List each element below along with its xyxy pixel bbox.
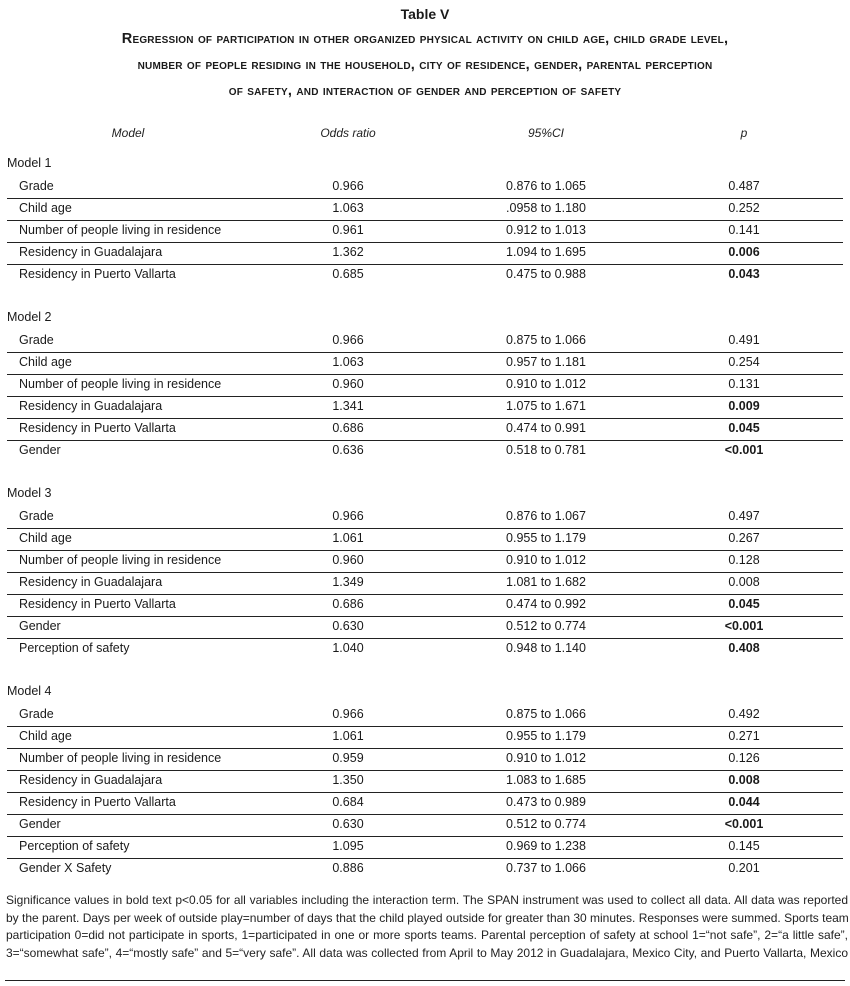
- p-value-cell: 0.008: [728, 773, 760, 787]
- odds-ratio-cell: 1.350: [332, 773, 364, 787]
- table-footnote: [6, 892, 848, 962]
- table-row: [7, 506, 843, 529]
- variable-cell: Residency in Puerto Vallarta: [19, 597, 176, 611]
- variable-cell: Child age: [19, 355, 72, 369]
- variable-cell: Number of people living in residence: [19, 751, 222, 765]
- variable-cell: Perception of safety: [19, 641, 130, 655]
- p-value-cell: 0.497: [728, 509, 760, 523]
- p-value-cell: 0.271: [728, 729, 760, 743]
- odds-ratio-cell: 0.960: [332, 377, 364, 391]
- p-value-cell: 0.006: [728, 245, 760, 259]
- table-row: [7, 220, 843, 243]
- odds-ratio-cell: 1.040: [332, 641, 364, 655]
- variable-cell: Grade: [19, 509, 54, 523]
- p-value-cell: 0.491: [728, 333, 760, 347]
- column-header-ci: 95%CI: [527, 126, 565, 140]
- variable-cell: Residency in Guadalajara: [19, 575, 163, 589]
- odds-ratio-cell: 1.349: [332, 575, 364, 589]
- variable-cell: Number of people living in residence: [19, 553, 222, 567]
- table-row: [7, 264, 843, 286]
- p-value-cell: <0.001: [724, 619, 764, 633]
- p-value-cell: 0.145: [728, 839, 760, 853]
- p-value-cell: 0.492: [728, 707, 760, 721]
- odds-ratio-cell: 0.966: [332, 179, 364, 193]
- p-value-cell: 0.009: [728, 399, 760, 413]
- table-row: [7, 330, 843, 353]
- table-row: [7, 550, 843, 573]
- variable-cell: Child age: [19, 729, 72, 743]
- model-heading: Model 4: [7, 684, 52, 698]
- variable-cell: Residency in Guadalajara: [19, 245, 163, 259]
- table-row: [7, 726, 843, 749]
- p-value-cell: 0.252: [728, 201, 760, 215]
- p-value-cell: 0.408: [728, 641, 760, 655]
- table-row: [7, 814, 843, 837]
- table-row: [7, 396, 843, 419]
- table-row: [7, 836, 843, 859]
- table-row: [7, 198, 843, 221]
- ci-cell: 0.474 to 0.991: [506, 421, 586, 435]
- ci-cell: 0.518 to 0.781: [506, 443, 586, 457]
- ci-cell: 0.955 to 1.179: [506, 729, 586, 743]
- odds-ratio-cell: 0.959: [332, 751, 364, 765]
- p-value-cell: 0.045: [728, 597, 760, 611]
- odds-ratio-cell: 0.684: [332, 795, 364, 809]
- ci-cell: 0.473 to 0.989: [506, 795, 586, 809]
- variable-cell: Grade: [19, 333, 54, 347]
- odds-ratio-cell: 0.966: [332, 509, 364, 523]
- odds-ratio-cell: 0.966: [332, 707, 364, 721]
- table-row: [7, 638, 843, 660]
- model-heading: Model 1: [7, 156, 52, 170]
- ci-cell: 0.474 to 0.992: [506, 597, 586, 611]
- ci-cell: 0.948 to 1.140: [506, 641, 586, 655]
- ci-cell: .0958 to 1.180: [506, 201, 586, 215]
- table-row: [7, 572, 843, 595]
- odds-ratio-cell: 0.630: [332, 619, 364, 633]
- table-row: [7, 418, 843, 441]
- ci-cell: 0.876 to 1.065: [506, 179, 586, 193]
- p-value-cell: 0.044: [728, 795, 760, 809]
- p-value-cell: 0.141: [728, 223, 760, 237]
- p-value-cell: 0.008: [728, 575, 760, 589]
- table-row: [7, 176, 843, 199]
- table-row: [7, 858, 843, 880]
- odds-ratio-cell: 1.061: [332, 531, 364, 545]
- ci-cell: 0.910 to 1.012: [506, 377, 586, 391]
- variable-cell: Residency in Guadalajara: [19, 399, 163, 413]
- ci-cell: 0.969 to 1.238: [506, 839, 586, 853]
- variable-cell: Gender: [19, 817, 61, 831]
- column-header-odds-ratio: Odds ratio: [320, 126, 376, 140]
- model-heading: Model 2: [7, 310, 52, 324]
- variable-cell: Gender: [19, 619, 61, 633]
- ci-cell: 0.912 to 1.013: [506, 223, 586, 237]
- footnote-line: Significance values in bold text p<0.05 for all variables including the interaction term. The SPAN instrument was used to collect all data. All data was reported: [6, 893, 848, 907]
- p-value-cell: 0.487: [728, 179, 760, 193]
- p-value-cell: <0.001: [724, 817, 764, 831]
- table-title: [0, 26, 850, 104]
- column-header-p: p: [740, 126, 748, 140]
- table-row: [7, 352, 843, 375]
- odds-ratio-cell: 0.686: [332, 597, 364, 611]
- p-value-cell: <0.001: [724, 443, 764, 457]
- odds-ratio-cell: 1.095: [332, 839, 364, 853]
- table-row: [7, 770, 843, 793]
- variable-cell: Grade: [19, 707, 54, 721]
- variable-cell: Residency in Puerto Vallarta: [19, 421, 176, 435]
- ci-cell: 1.075 to 1.671: [506, 399, 586, 413]
- ci-cell: 0.512 to 0.774: [506, 817, 586, 831]
- p-value-cell: 0.043: [728, 267, 760, 281]
- table-row: [7, 528, 843, 551]
- odds-ratio-cell: 1.341: [332, 399, 364, 413]
- variable-cell: Perception of safety: [19, 839, 130, 853]
- ci-cell: 0.512 to 0.774: [506, 619, 586, 633]
- odds-ratio-cell: 0.630: [332, 817, 364, 831]
- variable-cell: Gender X Safety: [19, 861, 112, 875]
- bottom-rule: [5, 980, 845, 981]
- odds-ratio-cell: 1.063: [332, 355, 364, 369]
- table-row: [7, 704, 843, 727]
- odds-ratio-cell: 0.960: [332, 553, 364, 567]
- title-line: number of people residing in the household, city of residence, gender, parental perception: [137, 57, 713, 73]
- odds-ratio-cell: 0.636: [332, 443, 364, 457]
- ci-cell: 1.081 to 1.682: [506, 575, 586, 589]
- variable-cell: Gender: [19, 443, 61, 457]
- table-row: [7, 792, 843, 815]
- variable-cell: Number of people living in residence: [19, 223, 222, 237]
- variable-cell: Number of people living in residence: [19, 377, 222, 391]
- ci-cell: 1.083 to 1.685: [506, 773, 586, 787]
- odds-ratio-cell: 0.961: [332, 223, 364, 237]
- ci-cell: 0.957 to 1.181: [506, 355, 586, 369]
- p-value-cell: 0.126: [728, 751, 760, 765]
- odds-ratio-cell: 1.362: [332, 245, 364, 259]
- table-row: [7, 616, 843, 639]
- ci-cell: 0.875 to 1.066: [506, 707, 586, 721]
- title-line: Regression of participation in other organized physical activity on child age, child grade level,: [121, 31, 729, 47]
- table-row: [7, 374, 843, 397]
- model-heading: Model 3: [7, 486, 52, 500]
- footnote-line: by the parent. Days per week of outside play=number of days that the child played outside for greater than 30 minutes. Responses were summed. Sports team: [6, 910, 849, 925]
- footnote-line: 3=“somewhat safe”, 4=“mostly safe” and 5=“very safe”. All data was collected from April to May 2012 in Guadalajara, Mexico City, and Puerto Vallarta, Mexico: [6, 945, 848, 960]
- column-header-model: Model: [111, 126, 145, 140]
- odds-ratio-cell: 0.966: [332, 333, 364, 347]
- table-row: [7, 242, 843, 265]
- ci-cell: 0.910 to 1.012: [506, 553, 586, 567]
- variable-cell: Child age: [19, 531, 72, 545]
- variable-cell: Residency in Guadalajara: [19, 773, 163, 787]
- title-line: of safety, and interaction of gender and perception of safety: [228, 83, 622, 99]
- odds-ratio-cell: 0.686: [332, 421, 364, 435]
- footnote-line: participation 0=did not participate in sports, 1=participated in one or more sports teams. Parental perception of safety at school 1=“not safe”, 2=“a little safe”,: [6, 928, 848, 943]
- ci-cell: 0.475 to 0.988: [506, 267, 586, 281]
- p-value-cell: 0.045: [728, 421, 760, 435]
- table-label: Table V: [400, 6, 450, 22]
- p-value-cell: 0.128: [728, 553, 760, 567]
- ci-cell: 0.955 to 1.179: [506, 531, 586, 545]
- ci-cell: 0.737 to 1.066: [506, 861, 586, 875]
- ci-cell: 0.910 to 1.012: [506, 751, 586, 765]
- odds-ratio-cell: 0.886: [332, 861, 364, 875]
- ci-cell: 0.876 to 1.067: [506, 509, 586, 523]
- table-row: [7, 748, 843, 771]
- variable-cell: Residency in Puerto Vallarta: [19, 795, 176, 809]
- variable-cell: Residency in Puerto Vallarta: [19, 267, 176, 281]
- variable-cell: Grade: [19, 179, 54, 193]
- variable-cell: Child age: [19, 201, 72, 215]
- p-value-cell: 0.201: [728, 861, 760, 875]
- table-row: [7, 440, 843, 462]
- p-value-cell: 0.267: [728, 531, 760, 545]
- odds-ratio-cell: 0.685: [332, 267, 364, 281]
- ci-cell: 0.875 to 1.066: [506, 333, 586, 347]
- ci-cell: 1.094 to 1.695: [506, 245, 586, 259]
- p-value-cell: 0.131: [728, 377, 760, 391]
- table-row: [7, 594, 843, 617]
- odds-ratio-cell: 1.063: [332, 201, 364, 215]
- p-value-cell: 0.254: [728, 355, 760, 369]
- odds-ratio-cell: 1.061: [332, 729, 364, 743]
